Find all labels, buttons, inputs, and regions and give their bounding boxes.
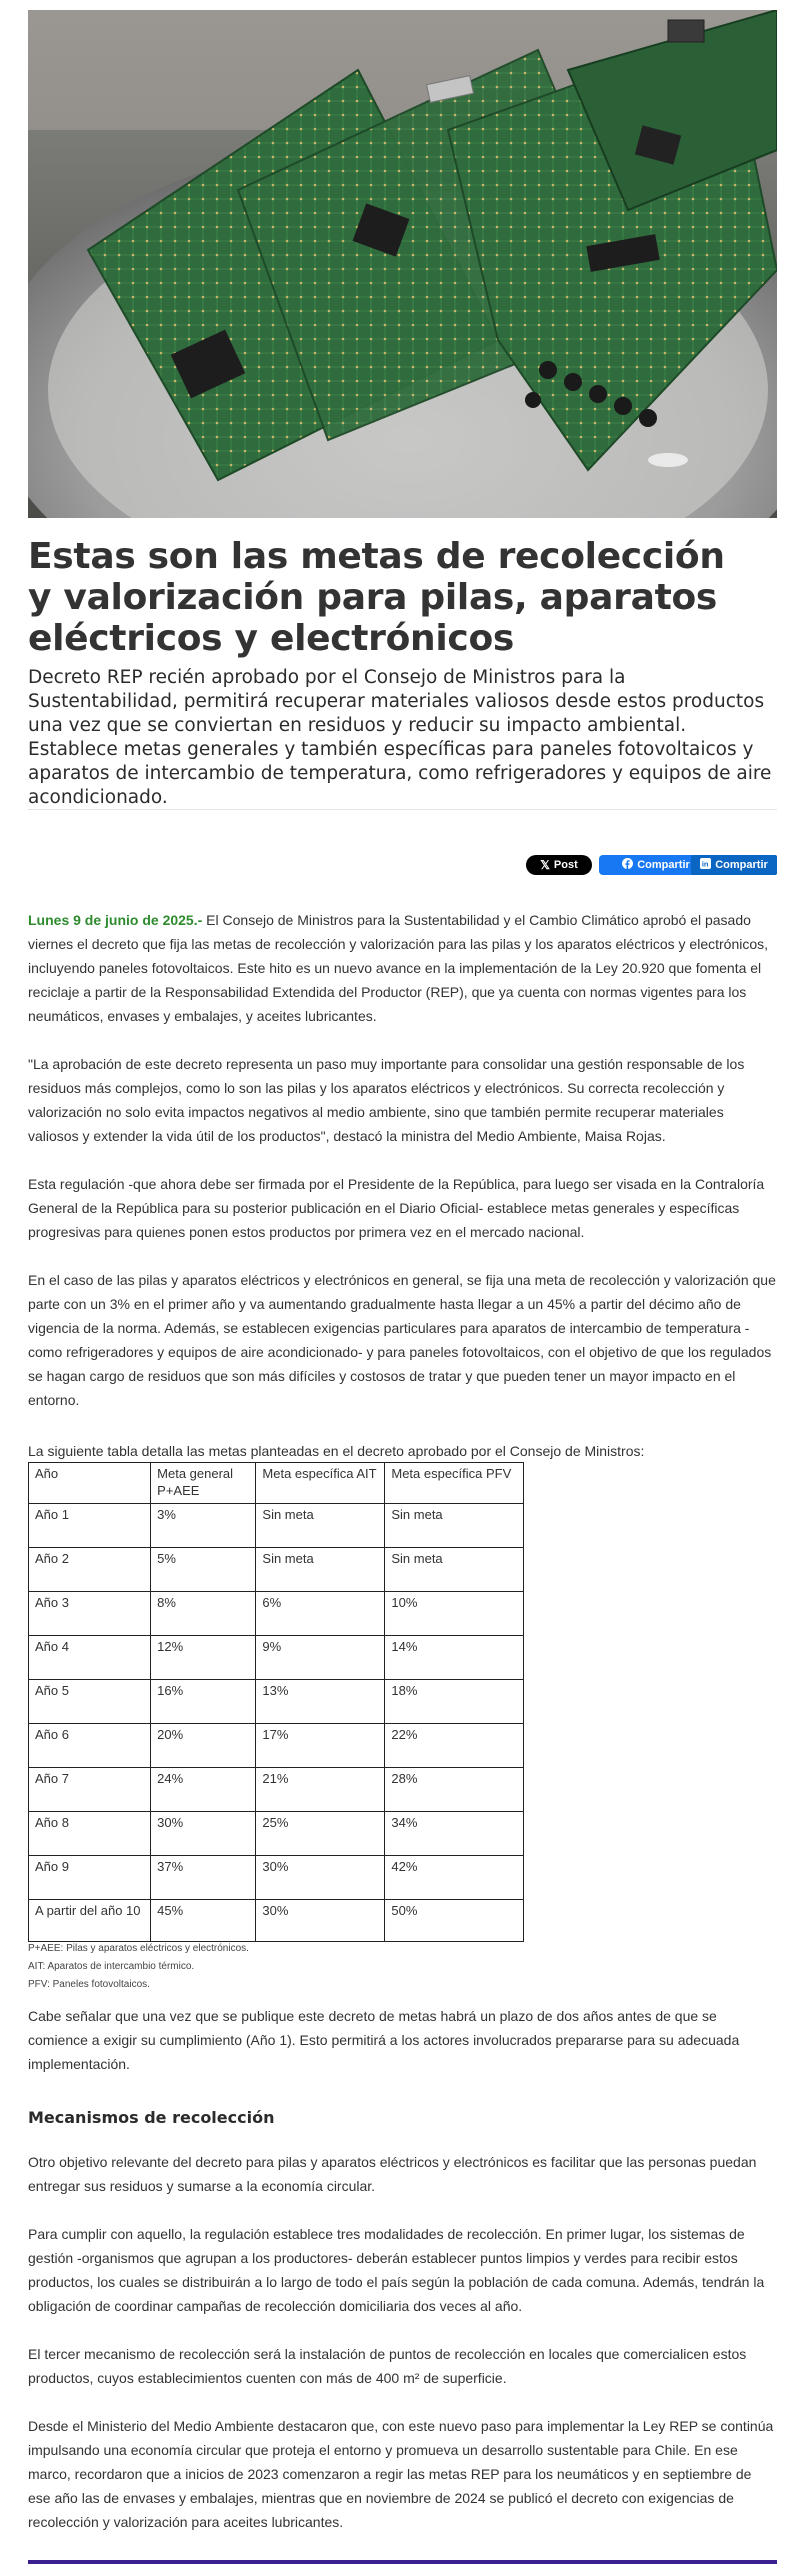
table-notes [28,1940,249,1994]
table-cell: Sin meta [385,1504,524,1548]
table-header-cell: Meta específica PFV [385,1463,524,1504]
table-cell: 50% [385,1900,524,1942]
table-cell: Año 9 [29,1856,151,1900]
table-header-cell: Meta general P+AEE [151,1463,256,1504]
circuit-boards-illustration [28,10,777,518]
table-cell: Sin meta [256,1548,385,1592]
paragraph-third-mechanism: El tercer mecanismo de recolección será la instalación de puntos de recolección en locales que comercialicen estos productos, cuyos establecimientos cuenten con más de 400 m² de superficie. [28,2346,747,2386]
table-cell: 6% [256,1592,385,1636]
table-cell: Año 8 [29,1812,151,1856]
table-cell: 45% [151,1900,256,1942]
footer-accent-bar [28,2560,777,2564]
facebook-logo-icon [622,858,633,872]
table-row [29,1900,524,1942]
paragraph-intro-text: El Consejo de Ministros para la Sustentabilidad y el Cambio Climático aprobó el pasado viernes el decreto que fija las metas de recolección y valorización para las pilas y los aparatos eléctricos y electrónicos, incluyendo paneles fotovoltaicos. Este hito es un nuevo avance en la implementación de la Ley 20.920 que fomenta el reciclaje a partir de la Responsabilidad Extendida del Productor (REP), que ya cuenta con normas vigentes para los neumáticos, envases y embalajes, y aceites lubricantes. [28,912,769,1024]
table-cell: 20% [151,1724,256,1768]
paragraph-goals: En el caso de las pilas y aparatos eléctricos y electrónicos en general, se fija una meta de recolección y valorización que parte con un 3% en el primer año y va aumentando gradualmente hasta llegar a un 45% a partir del décimo año de vigencia de la norma. Además, se establecen exigencias particulares para aparatos de intercambio de temperatura -como refrigeradores y equipos de aire acondicionado- y para paneles fotovoltaicos, con el objetivo de que los regulados se hagan cargo de residuos que son más difíciles y costosos de tratar y que pueden tener un mayor impacto en el entorno. [28,1272,776,1408]
goals-table [28,1462,524,1942]
paragraph-objective: Otro objetivo relevante del decreto para pilas y aparatos eléctricos y electrónicos es facilitar que las personas puedan entregar sus residuos y sumarse a la economía circular. [28,2154,757,2194]
table-cell: 37% [151,1856,256,1900]
article-date: Lunes 9 de junio de 2025.- [28,912,203,928]
table-cell: Año 7 [29,1768,151,1812]
table-cell: 42% [385,1856,524,1900]
table-cell: Año 2 [29,1548,151,1592]
share-linkedin-button[interactable] [691,855,777,875]
table-cell: Año 5 [29,1680,151,1724]
table-row [29,1812,524,1856]
table-cell: 8% [151,1592,256,1636]
table-row [29,1592,524,1636]
table-row [29,1504,524,1548]
paragraph-quote: "La aprobación de este decreto representa un paso muy importante para consolidar una gestión responsable de los residuos más complejos, como lo son las pilas y los aparatos eléctricos y electrónicos. Su correcta recolección y valorización no solo evita impactos negativos al medio ambiente, sino que también permite recuperar materiales valiosos y extender la vida útil de los productos", destacó la ministra del Medio Ambiente, Maisa Rojas. [28,1056,745,1144]
table-cell: 30% [256,1900,385,1942]
table-row [29,1856,524,1900]
table-cell: 30% [256,1856,385,1900]
table-cell: Año 3 [29,1592,151,1636]
table-cell: 24% [151,1768,256,1812]
table-header-cell: Año [29,1463,151,1504]
table-cell: 34% [385,1812,524,1856]
paragraph-ministry: Desde el Ministerio del Medio Ambiente destacaron que, con este nuevo paso para implementar la Ley REP se continúa impulsando una economía circular que proteja el entorno y promueva un desarrollo sustentable para Chile. En ese marco, recordaron que a inicios de 2023 comenzaron a regir las metas REP para los neumáticos y en septiembre de ese año las de envases y embalajes, mientras que en noviembre de 2024 se publicó el decreto con exigencias de recolección y valorización para aceites lubricantes. [28,2418,774,2530]
table-row [29,1724,524,1768]
note-pae: P+AEE: Pilas y aparatos eléctricos y electrónicos. [28,1943,249,1954]
share-x-button[interactable] [526,855,592,875]
table-header-cell: Meta específica AIT [256,1463,385,1504]
table-cell: 18% [385,1680,524,1724]
table-cell: Sin meta [256,1504,385,1548]
table-cell: 17% [256,1724,385,1768]
x-logo-icon: 𝕏 [540,858,550,872]
table-cell: Sin meta [385,1548,524,1592]
table-cell: 5% [151,1548,256,1592]
table-row [29,1636,524,1680]
table-cell: 13% [256,1680,385,1724]
linkedin-logo-icon [700,858,711,872]
table-cell: A partir del año 10 [29,1900,151,1942]
paragraph-deadline: Cabe señalar que una vez que se publique este decreto de metas habrá un plazo de dos años antes de que se comience a exigir su cumplimiento (Año 1). Esto permitirá a los actores involucrados prepararse para su adecuada implementación. [28,2008,740,2072]
table-cell: 9% [256,1636,385,1680]
table-header-row [29,1463,524,1504]
table-cell: 16% [151,1680,256,1724]
table-cell: Año 6 [29,1724,151,1768]
table-cell: 12% [151,1636,256,1680]
paragraph-regulation: Esta regulación -que ahora debe ser firmada por el Presidente de la República, para luego ser visada en la Contraloría General de la República para su posterior publicación en el Diario Oficial- establece metas generales y específicas progresivas para quienes ponen estos productos por primera vez en el mercado nacional. [28,1176,765,1240]
note-pfv: PFV: Paneles fotovoltaicos. [28,1979,150,1990]
section-heading-mechanisms: Mecanismos de recolección [28,2108,275,2127]
divider [28,809,777,810]
note-ait: AIT: Aparatos de intercambio térmico. [28,1961,195,1972]
share-linkedin-label: Compartir [715,859,768,871]
paragraph-intro [28,908,777,1028]
share-facebook-label: Compartir [637,859,690,871]
table-cell: 3% [151,1504,256,1548]
table-row [29,1768,524,1812]
svg-text:in: in [702,859,709,869]
share-x-label: Post [553,859,578,871]
table-cell: 28% [385,1768,524,1812]
table-row [29,1680,524,1724]
table-cell: 25% [256,1812,385,1856]
article-title: Estas son las metas de recolección y valorización para pilas, aparatos eléctricos y electrónicos [28,536,725,659]
table-row [29,1548,524,1592]
table-cell: 14% [385,1636,524,1680]
table-cell: 22% [385,1724,524,1768]
paragraph-modalities: Para cumplir con aquello, la regulación establece tres modalidades de recolección. En primer lugar, los sistemas de gestión -organismos que agrupan a los productores- deberán establecer puntos limpios y verdes para recibir estos productos, los cuales se distribuirán a lo largo de todo el país según la población de cada comuna. Además, tendrán la obligación de coordinar campañas de recolección domiciliaria dos veces al año. [28,2226,765,2314]
hero-image [28,10,777,518]
table-cell: 21% [256,1768,385,1812]
table-cell: 10% [385,1592,524,1636]
article-lead: Decreto REP recién aprobado por el Consejo de Ministros para la Sustentabilidad, permitirá recuperar materiales valiosos desde estos productos una vez que se conviertan en residuos y reducir su impacto ambiental. Establece metas generales y también específicas para paneles fotovoltaicos y aparatos de intercambio de temperatura, como refrigeradores y equipos de aire acondicionado. [28,667,772,808]
table-intro: La siguiente tabla detalla las metas planteadas en el decreto aprobado por el Consejo de Ministros: [28,1443,645,1459]
table-cell: Año 1 [29,1504,151,1548]
table-cell: 30% [151,1812,256,1856]
table-cell: Año 4 [29,1636,151,1680]
